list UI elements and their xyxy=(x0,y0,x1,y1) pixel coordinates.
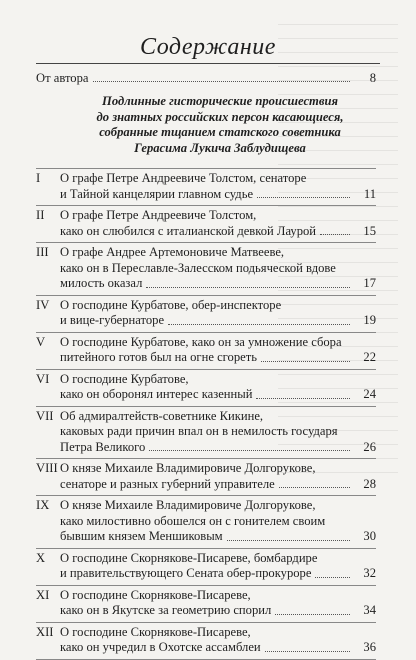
chapter-title-text: О князе Михаиле Владимировиче Долгорукове, xyxy=(60,498,316,512)
chapter-title-line xyxy=(60,514,350,530)
dot-leader xyxy=(227,529,350,541)
chapter-number: IV xyxy=(36,297,50,312)
toc-entry xyxy=(36,332,376,369)
toc-entry xyxy=(36,205,376,242)
chapter-title-text: како он учредил в Охотске ассамблеи xyxy=(60,640,261,654)
page-number: 26 xyxy=(363,439,376,454)
chapter-number: V xyxy=(36,334,46,349)
chapter-title-text: О господине Курбатове, xyxy=(60,371,189,386)
chapter-title-line xyxy=(60,208,350,224)
section-heading xyxy=(60,94,380,156)
chapter-title xyxy=(60,171,350,202)
chapter-title-line xyxy=(60,261,350,277)
chapter-title-line xyxy=(60,335,350,351)
page-number: 15 xyxy=(363,223,376,238)
chapter-title-line xyxy=(60,588,350,604)
toc-entry xyxy=(36,548,376,585)
page-number: 34 xyxy=(363,603,376,617)
chapter-title xyxy=(60,551,350,582)
chapter-title-line xyxy=(60,298,350,314)
section-heading-line: собранные тщанием статского советника xyxy=(99,125,341,139)
chapter-title-line xyxy=(60,625,350,641)
chapter-title xyxy=(60,409,350,456)
chapter-title-line xyxy=(60,387,350,403)
chapter-title-text: О господине Курбатове, обер-инспекторе xyxy=(60,297,282,312)
chapter-title-line xyxy=(60,440,350,456)
chapter-title-text: како он в Якутске за геометрию спорил xyxy=(60,603,272,617)
chapter-title-text: и правительствующего Сената обер-прокуроре xyxy=(60,566,312,580)
chapter-title-text: како он в Переславле-Залесском подьяческой вдове xyxy=(60,260,336,275)
chapter-title-line xyxy=(60,566,350,582)
chapter-title-line xyxy=(60,171,350,187)
chapter-number: VI xyxy=(36,371,50,386)
chapter-title-text: О господине Курбатове, како он за умножение сбора xyxy=(60,334,342,349)
chapter-title-text: О графе Петре Андреевиче Толстом, xyxy=(60,208,257,222)
dot-leader xyxy=(275,603,350,615)
toc-entry xyxy=(36,295,376,332)
toc-entry xyxy=(36,495,376,548)
chapter-title-text: О господине Скорнякове-Писареве, xyxy=(60,624,251,639)
chapter-title-line xyxy=(60,187,350,203)
page-number: 11 xyxy=(363,186,376,201)
dot-leader xyxy=(93,70,351,82)
chapter-title-line xyxy=(60,409,350,425)
chapter-title-text: бывшим князем Меншиковым xyxy=(60,529,223,543)
chapter-title-line xyxy=(60,245,350,261)
page-number: 36 xyxy=(363,640,376,654)
chapter-title xyxy=(60,298,350,329)
chapter-title xyxy=(60,335,350,366)
chapter-title xyxy=(60,208,350,239)
chapter-title-text: милость оказал xyxy=(60,276,143,290)
chapter-title-text: О князе Михаиле Владимировиче Долгорукове, xyxy=(60,461,316,475)
chapter-number: II xyxy=(36,208,45,222)
chapter-title-line xyxy=(60,350,350,366)
chapter-title-line xyxy=(60,529,350,545)
chapter-number: XI xyxy=(36,587,50,602)
toc-entry xyxy=(36,369,376,406)
section-heading-line: Подлинные гисторические происшествия xyxy=(102,94,338,108)
chapter-title-text: Петра Великого xyxy=(60,439,146,454)
toc-entry xyxy=(36,458,376,495)
chapter-number: III xyxy=(36,245,49,259)
toc-entry xyxy=(36,585,376,622)
chapter-title-line xyxy=(60,224,350,240)
chapter-title-line xyxy=(60,498,350,514)
chapter-title xyxy=(60,245,350,292)
page-number: 19 xyxy=(363,313,376,327)
chapter-title-text: питейного готов был на огне сгореть xyxy=(60,350,257,364)
chapter-title xyxy=(60,461,350,492)
chapter-title-line xyxy=(60,461,350,477)
chapter-number: X xyxy=(36,550,46,565)
dot-leader xyxy=(168,313,350,325)
chapter-title-line xyxy=(60,551,350,567)
dot-leader xyxy=(149,440,350,452)
page-number: 32 xyxy=(363,566,376,580)
dot-leader xyxy=(146,276,350,288)
dot-leader xyxy=(320,224,350,236)
toc-entry-label: От автора xyxy=(36,71,89,85)
title-underline xyxy=(36,63,380,64)
chapter-number: VIII xyxy=(36,461,58,475)
chapter-number: VII xyxy=(36,408,54,423)
chapter-title-line xyxy=(60,313,350,329)
page-number: 8 xyxy=(369,71,376,85)
toc-entry xyxy=(36,622,376,660)
chapter-title-line xyxy=(60,372,350,388)
chapter-title xyxy=(60,372,350,403)
toc-entry xyxy=(36,168,376,205)
chapter-title-text: како он оборонял интерес казенный xyxy=(60,387,253,401)
toc-entry xyxy=(36,406,376,459)
chapter-number: XII xyxy=(36,624,54,639)
chapter-title-line xyxy=(60,603,350,619)
section-heading-line: Герасима Лукича Заблудищева xyxy=(134,140,306,155)
chapter-number: I xyxy=(36,171,41,185)
chapter-title-line xyxy=(60,276,350,292)
chapter-title-text: како милостивно обошелся он с гонителем своим xyxy=(60,513,326,528)
chapter-title-line xyxy=(60,424,350,440)
page-number: 28 xyxy=(363,476,376,491)
section-heading-line: до знатных российских персон касающиеся, xyxy=(96,109,344,124)
chapter-title-text: Об адмиралтейств-советнике Кикине, xyxy=(60,408,264,423)
chapter-title-line xyxy=(60,640,350,656)
chapter-title-line xyxy=(60,477,350,493)
chapter-number: IX xyxy=(36,498,50,512)
toc-entry-author xyxy=(36,70,376,86)
toc-entry xyxy=(36,242,376,295)
chapter-title-text: и Тайной канцелярии главном судье xyxy=(60,186,254,201)
page-number: 24 xyxy=(363,387,376,401)
chapter-title-text: сенаторе и разных губерний управителе xyxy=(60,476,275,491)
toc-list xyxy=(36,168,376,660)
chapter-title-text: О господине Скорнякове-Писареве, бомбардире xyxy=(60,550,318,565)
chapter-title xyxy=(60,588,350,619)
chapter-title-text: и вице-губернаторе xyxy=(60,313,165,327)
dot-leader xyxy=(261,350,350,362)
dot-leader xyxy=(315,566,350,578)
dot-leader xyxy=(279,477,350,489)
dot-leader xyxy=(257,187,350,199)
chapter-title xyxy=(60,625,350,656)
page-number: 17 xyxy=(363,276,376,290)
page-number: 22 xyxy=(363,350,376,364)
chapter-title-text: О господине Скорнякове-Писареве, xyxy=(60,587,251,602)
page-number: 30 xyxy=(363,529,376,543)
chapter-title-text: како он слюбился с италианской девкой Лаурой xyxy=(60,223,317,238)
chapter-title-text: О графе Петре Андреевиче Толстом, сенаторе xyxy=(60,171,307,185)
chapter-title-text: О графе Андрее Артемоновиче Матвееве, xyxy=(60,245,285,259)
page-title: Содержание xyxy=(140,34,276,60)
dot-leader xyxy=(256,387,350,399)
chapter-title-text: каковых ради причин впал он в немилость государя xyxy=(60,424,338,438)
chapter-title xyxy=(60,498,350,545)
